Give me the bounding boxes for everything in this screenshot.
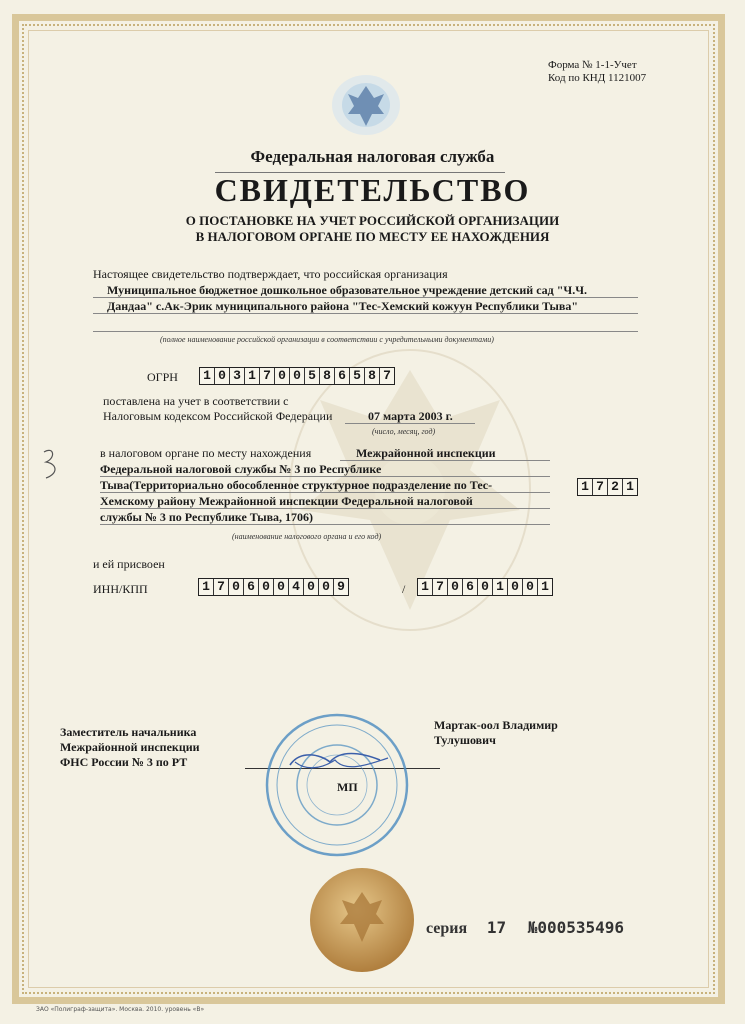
document-number: №000535496: [527, 918, 625, 937]
tax-office-line-1: Межрайонной инспекции: [356, 446, 496, 460]
form-code: Форма № 1-1-Учет: [548, 59, 637, 71]
underline: [100, 492, 550, 493]
tax-office-note: (наименование налогового органа и его код): [232, 532, 382, 541]
digit-cell: 7: [214, 579, 229, 595]
name-line-2: Тулушович: [434, 733, 496, 747]
registered-line-2: Налоговым кодексом Российской Федерации: [103, 409, 333, 423]
org-name-line-1: Муниципальное бюджетное дошкольное образовательное учреждение детский сад "Ч.Ч.: [107, 283, 588, 297]
digit-cell: 0: [448, 579, 463, 595]
position-line-3: ФНС России № 3 по РТ: [60, 755, 188, 769]
inn-kpp-separator: /: [402, 582, 406, 596]
digit-cell: 0: [508, 579, 523, 595]
digit-cell: 0: [275, 368, 290, 384]
digit-cell: 0: [229, 579, 244, 595]
tax-office-line-3: Тыва(Территориально обособленное структурное подразделение по Тес-: [100, 478, 493, 492]
digit-cell: 0: [319, 579, 334, 595]
digit-cell: 7: [260, 368, 275, 384]
registered-line-1: поставлена на учет в соответствии с: [103, 394, 289, 408]
assigned-text: и ей присвоен: [93, 557, 165, 571]
name-line-1: Мартак-оол Владимир: [434, 718, 558, 732]
date-note: (число, месяц, год): [372, 427, 436, 436]
series-value: 17: [486, 918, 507, 937]
kpp-cells: [417, 578, 553, 596]
digit-cell: 9: [337, 579, 345, 594]
underline: [100, 508, 550, 509]
digit-cell: 1: [418, 579, 433, 595]
tax-office-line-5: службы № 3 по Республике Тыва, 1706): [100, 510, 314, 524]
digit-cell: 1: [541, 579, 549, 594]
document-title: СВИДЕТЕЛЬСТВО: [214, 172, 531, 208]
digit-cell: 8: [365, 368, 380, 384]
underline: [340, 460, 550, 461]
intro-text: Настоящее свидетельство подтверждает, что российская организация: [93, 267, 448, 281]
gold-seal-icon: [308, 866, 416, 974]
tax-office-intro: в налоговом органе по месту нахождения: [100, 446, 312, 460]
signatory-name: [434, 718, 558, 748]
printer-info: ЗАО «Полиграф-защита». Москва. 2010. уровень «В»: [36, 1006, 205, 1013]
digit-cell: 0: [259, 579, 274, 595]
org-name-note: (полное наименование российской организации в соответствии с учредительными документами): [160, 335, 494, 344]
digit-cell: 3: [230, 368, 245, 384]
digit-cell: 7: [383, 368, 391, 383]
digit-cell: 0: [304, 579, 319, 595]
subtitle-line-2: В НАЛОГОВОМ ОРГАНЕ ПО МЕСТУ ЕЕ НАХОЖДЕНИЯ: [195, 229, 550, 244]
digit-cell: 1: [245, 368, 260, 384]
tax-office-code-cells: [577, 478, 638, 496]
digit-cell: 0: [523, 579, 538, 595]
underline: [100, 524, 550, 525]
digit-cell: 4: [289, 579, 304, 595]
digit-cell: 0: [290, 368, 305, 384]
digit-cell: 7: [593, 479, 608, 495]
digit-cell: 6: [335, 368, 350, 384]
digit-cell: 8: [320, 368, 335, 384]
digit-cell: 1: [200, 368, 215, 384]
inn-cells: [198, 578, 349, 596]
digit-cell: 1: [199, 579, 214, 595]
ogrn-cells: [199, 367, 395, 385]
digit-cell: 5: [305, 368, 320, 384]
stamp-mark-label: МП: [337, 780, 358, 794]
series-number: [426, 918, 624, 938]
digit-cell: 1: [578, 479, 593, 495]
registration-date: 07 марта 2003 г.: [368, 409, 453, 423]
knd-code: Код по КНД 1121007: [548, 72, 647, 84]
form-number: [548, 59, 646, 85]
digit-cell: 7: [433, 579, 448, 595]
series-label: серия: [426, 920, 468, 937]
signatory-position: [60, 725, 200, 770]
underline: [93, 313, 638, 314]
tax-office-line-2: Федеральной налоговой службы № 3 по Республике: [100, 462, 382, 476]
inn-kpp-label: ИНН/КПП: [93, 582, 148, 596]
position-line-1: Заместитель начальника: [60, 725, 197, 739]
underline: [93, 297, 638, 298]
underline: [345, 423, 475, 424]
position-line-2: Межрайонной инспекции: [60, 740, 200, 754]
digit-cell: 0: [274, 579, 289, 595]
tax-office-line-4: Хемскому району Межрайонной инспекции Федеральной налоговой: [100, 494, 473, 508]
document-subtitle: [0, 213, 745, 245]
underline: [100, 476, 550, 477]
digit-cell: 0: [215, 368, 230, 384]
digit-cell: 6: [244, 579, 259, 595]
ogrn-label: ОГРН: [147, 370, 178, 384]
subtitle-line-1: О ПОСТАНОВКЕ НА УЧЕТ РОССИЙСКОЙ ОРГАНИЗАЦИИ: [185, 213, 560, 228]
digit-cell: 1: [626, 479, 634, 494]
digit-cell: 2: [608, 479, 623, 495]
org-name-line-2: Дандаа" с.Ак-Эрик муниципального района "Тес-Хемский кожуун Республики Тыва": [107, 299, 579, 313]
agency-name: Федеральная налоговая служба: [250, 147, 495, 166]
hologram-emblem-icon: [316, 70, 416, 140]
underline: [93, 331, 638, 332]
digit-cell: 1: [493, 579, 508, 595]
digit-cell: 0: [478, 579, 493, 595]
digit-cell: 5: [350, 368, 365, 384]
digit-cell: 6: [463, 579, 478, 595]
pen-mark-icon: [36, 444, 66, 484]
